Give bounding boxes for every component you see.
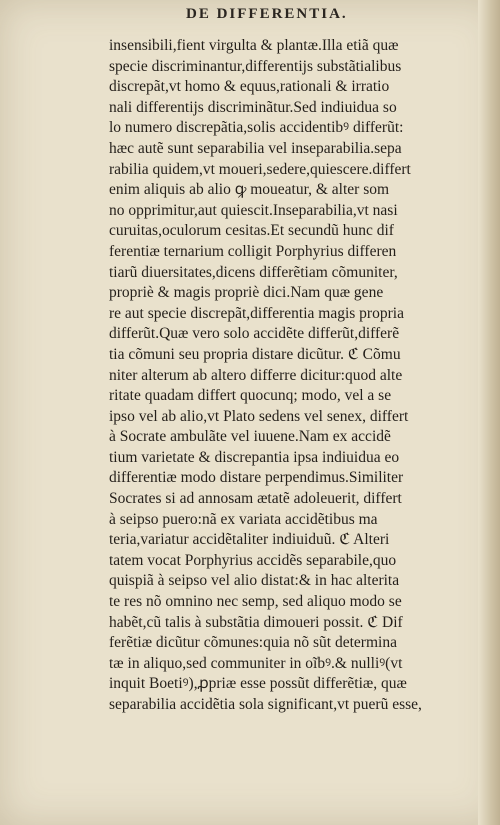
text-line: propriè & magis propriè dici.Nam quæ gene xyxy=(109,284,384,302)
text-line: quispiã à seipso vel alio distat:& in hac alterita xyxy=(109,572,400,590)
text-line: habẽt,cũ talis à substãtia dimoueri possit. ℭ Dif xyxy=(109,613,403,631)
text-line: ferẽtiæ dicũtur cõmunes:quia nõ sũt determina xyxy=(109,634,397,652)
text-line: à Socrate ambulãte vel iuuene.Nam ex accidẽ xyxy=(109,428,391,446)
running-head: DE DIFFERENTIA. xyxy=(186,6,348,22)
text-line: tia cõmuni seu propria distare dicũtur. ℭ Cõmu xyxy=(109,345,401,363)
text-line: insensibili,fient virgulta & plantæ.Illa etiã quæ xyxy=(109,37,399,54)
text-line: curuitas,oculorum cesitas.Et secundũ hunc dif xyxy=(109,222,394,240)
text-line: discrepãt,vt homo & equus,rationali & irratio xyxy=(109,78,390,96)
text-line: ritate quadam differt quocunq; modo, vel a se xyxy=(109,387,392,405)
text-line: differentiæ modo distare perpendimus.Similiter xyxy=(109,469,404,487)
text-line: ipso vel ab alio,vt Plato sedens vel senex, differt xyxy=(109,407,409,425)
text-line: tiarũ diuersitates,dicens differẽtiam cõmuniter, xyxy=(109,263,398,281)
text-line: inquit Boetiꝰ),ꝓpriæ esse possũt differẽtiæ, quæ xyxy=(109,675,407,693)
text-line: specie discriminantur,differentijs substãtialibus xyxy=(109,57,402,75)
text-line: tæ in aliquo,sed communiter in oĩbꝰ.& nulliꝰ(vt xyxy=(109,654,403,672)
text-line: te res nõ omnino nec semp, sed aliquo modo se xyxy=(109,593,402,611)
text-line: tatem vocat Porphyrius accidẽs separabile,quo xyxy=(109,551,397,569)
text-line: no opprimitur,aut quiescit.Inseparabilia,vt nasi xyxy=(109,201,398,219)
text-line: nali differentijs discriminãtur.Sed indiuidua so xyxy=(109,98,397,116)
text-line: rabilia quidem,vt moueri,sedere,quiescere.differt xyxy=(109,160,411,178)
text-line: niter alterum ab altero differre dicitur:quod alte xyxy=(109,366,403,384)
text-line: tium varietate & discrepantia ipsa indiuidua eo xyxy=(109,448,400,466)
text-line: re aut specie discrepãt,differentia magis propria xyxy=(109,304,404,322)
text-line: Socrates si ad annosam ætatẽ adoleuerit, differt xyxy=(109,490,402,508)
text-block xyxy=(109,36,489,716)
text-line: ferentiæ ternarium colligit Porphyrius differen xyxy=(109,242,397,260)
text-line: differũt.Quæ vero solo accidẽte differũt,differẽ xyxy=(109,325,400,343)
text-line: enim aliquis ab alio ꝙ moueatur, & alter som xyxy=(109,181,390,199)
text-line: teria,variatur accidẽtaliter indiuiduũ. ℭ Alteri xyxy=(109,531,390,549)
text-line: à seipso puero:nã ex variata accidẽtibus ma xyxy=(109,510,378,528)
text-line: lo numero discrepãtia,solis accidentibꝰ differũt: xyxy=(109,119,404,137)
text-line: separabilia accidẽtia sola significant,vt puerũ esse, xyxy=(109,696,422,713)
text-line: hæc autẽ sunt separabilia vel inseparabilia.sepa xyxy=(109,139,402,157)
